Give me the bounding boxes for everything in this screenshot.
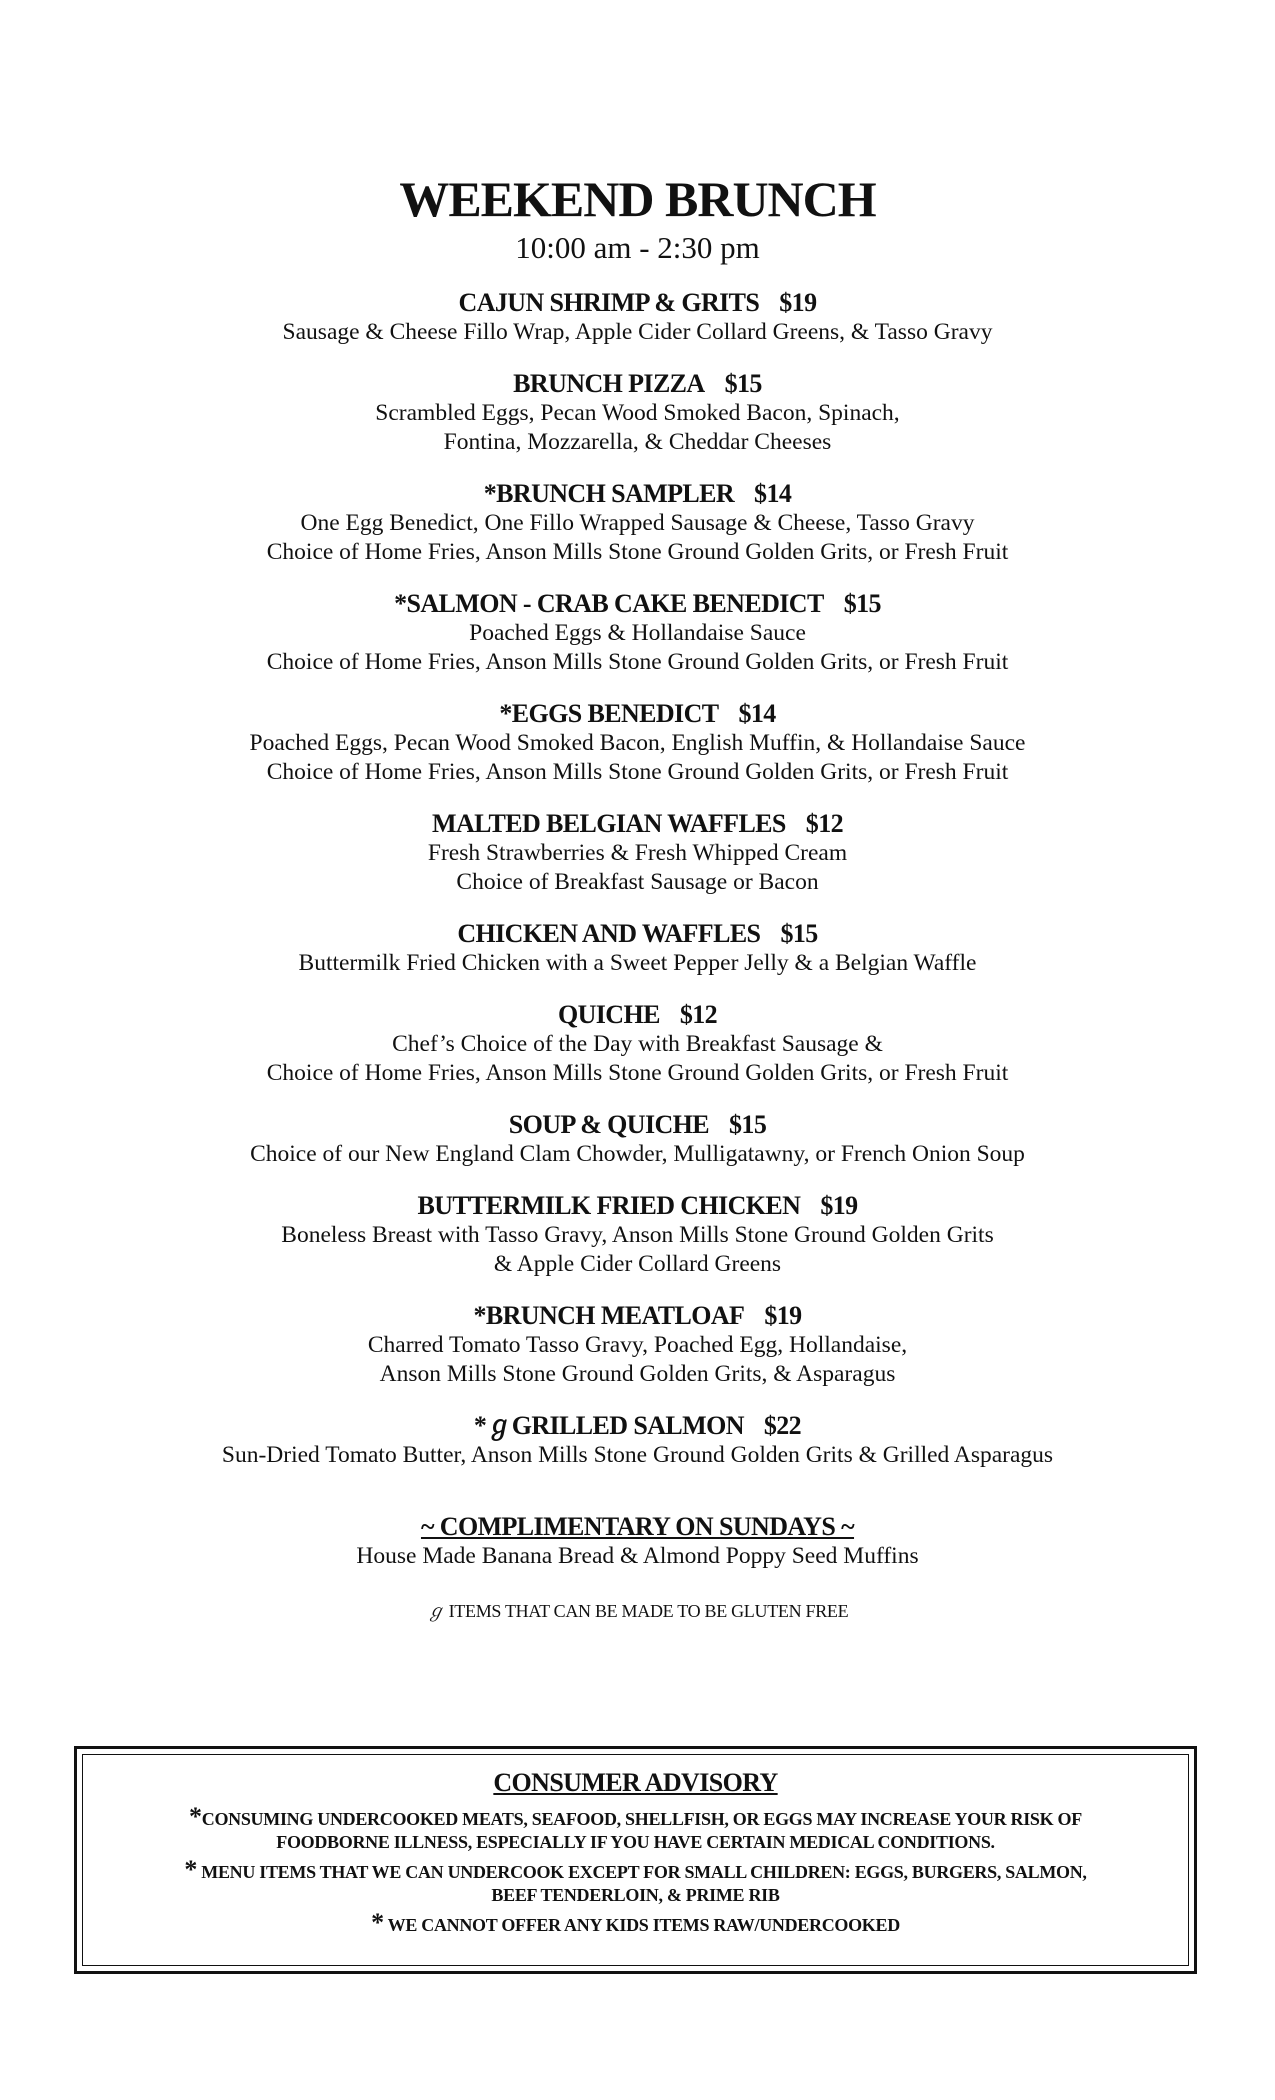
menu-item-heading: [0, 288, 1275, 318]
advisory-line-2: [83, 1855, 1188, 1884]
complimentary-section: [0, 1512, 1275, 1571]
advisory-line-1b: FOODBORNE ILLNESS, ESPECIALLY IF YOU HAVE CERTAIN MEDICAL CONDITIONS.: [276, 1832, 995, 1852]
menu-items: [0, 288, 1275, 1470]
menu-title: WEEKEND BRUNCH: [399, 171, 876, 227]
menu-item: [0, 1110, 1275, 1169]
menu-item: [0, 919, 1275, 978]
menu-item-name: EGGS BENEDICT: [511, 699, 719, 728]
menu-item-name: SOUP & QUICHE: [508, 1110, 710, 1139]
complimentary-text: House Made Banana Bread & Almond Poppy Seed Muffins: [356, 1543, 919, 1569]
menu-item: [0, 288, 1275, 347]
menu-item-price: $19: [764, 1301, 802, 1330]
menu-item-heading: [0, 1191, 1275, 1221]
menu-item-price: $15: [780, 919, 818, 948]
menu-item-description: Charred Tomato Tasso Gravy, Poached Egg, Hollandaise,: [367, 1332, 908, 1358]
menu-item-name: CAJUN SHRIMP & GRITS: [458, 288, 760, 317]
menu-item: [0, 1411, 1275, 1470]
advisory-line-1a: CONSUMING UNDERCOOKED MEATS, SEAFOOD, SHELLFISH, OR EGGS MAY INCREASE YOUR RISK OF: [201, 1809, 1082, 1829]
menu-item-description: Poached Eggs, Pecan Wood Smoked Bacon, English Muffin, & Hollandaise Sauce: [249, 730, 1026, 756]
menu-item-prefix: *: [483, 479, 497, 508]
menu-item-heading: [0, 479, 1275, 509]
menu-item-price: $14: [754, 479, 792, 508]
menu-item: [0, 1301, 1275, 1389]
brunch-menu: [0, 170, 1275, 1623]
menu-item-name: GRILLED SALMON: [511, 1411, 744, 1440]
menu-item-description: Boneless Breast with Tasso Gravy, Anson Mills Stone Ground Golden Grits: [281, 1222, 994, 1248]
asterisk-icon: *: [371, 1908, 384, 1937]
menu-item-heading: [0, 589, 1275, 619]
menu-item: [0, 589, 1275, 677]
menu-item-heading: [0, 1000, 1275, 1030]
menu-item-heading: [0, 1301, 1275, 1331]
menu-item-prefix: *: [394, 589, 407, 618]
advisory-line-3: [83, 1908, 1188, 1937]
menu-item-prefix: *: [473, 1301, 486, 1330]
menu-item-description: Chef’s Choice of the Day with Breakfast Sausage &: [392, 1031, 883, 1057]
menu-item-name: MALTED BELGIAN WAFFLES: [432, 809, 786, 838]
menu-item-prefix: *: [499, 699, 512, 728]
menu-item-price: $12: [679, 1000, 718, 1029]
menu-item-name: CHICKEN AND WAFFLES: [457, 919, 761, 948]
menu-item-price: $15: [729, 1110, 767, 1139]
menu-item-description: One Egg Benedict, One Fillo Wrapped Sausage & Cheese, Tasso Gravy: [300, 510, 975, 536]
menu-item-price: $12: [805, 809, 843, 838]
gluten-free-note-text: ITEMS THAT CAN BE MADE TO BE GLUTEN FREE: [448, 1601, 849, 1621]
gluten-free-note: [0, 1597, 1275, 1623]
menu-item-description: Poached Eggs & Hollandaise Sauce: [469, 620, 806, 646]
menu-item-heading: [0, 1411, 1275, 1441]
menu-item-description: Choice of Home Fries, Anson Mills Stone Ground Golden Grits, or Fresh Fruit: [266, 1060, 1009, 1086]
menu-item-description: Choice of Breakfast Sausage or Bacon: [456, 869, 819, 895]
menu-hours: 10:00 am - 2:30 pm: [515, 230, 760, 265]
menu-item-description: Fresh Strawberries & Fresh Whipped Cream: [427, 840, 848, 866]
asterisk-icon: *: [184, 1855, 198, 1884]
menu-item-name: SALMON - CRAB CAKE BENEDICT: [406, 589, 824, 618]
menu-item-name: BUTTERMILK FRIED CHICKEN: [417, 1191, 801, 1220]
advisory-line-2a: MENU ITEMS THAT WE CAN UNDERCOOK EXCEPT FOR SMALL CHILDREN: EGGS, BURGERS, SALMON,: [201, 1862, 1087, 1882]
menu-item: [0, 699, 1275, 787]
menu-item-heading: [0, 369, 1275, 399]
menu-item-price: $22: [763, 1411, 802, 1440]
menu-item: [0, 369, 1275, 457]
menu-item: [0, 479, 1275, 567]
menu-item-heading: [0, 699, 1275, 729]
menu-item-price: $19: [820, 1191, 858, 1220]
menu-item-price: $14: [738, 699, 776, 728]
menu-item-description: Sun-Dried Tomato Butter, Anson Mills Stone Ground Golden Grits & Grilled Asparagus: [221, 1442, 1054, 1468]
menu-item-description: Buttermilk Fried Chicken with a Sweet Pepper Jelly & a Belgian Waffle: [298, 950, 977, 976]
menu-item-description: & Apple Cider Collard Greens: [493, 1251, 782, 1277]
menu-item-price: $19: [779, 288, 817, 317]
menu-item-description: Anson Mills Stone Ground Golden Grits, & Asparagus: [379, 1361, 896, 1387]
menu-item-description: Choice of our New England Clam Chowder, Mulligatawny, or French Onion Soup: [250, 1141, 1025, 1167]
menu-item: [0, 1191, 1275, 1279]
menu-item: [0, 809, 1275, 897]
gluten-free-icon: ℊ: [426, 1601, 445, 1622]
asterisk-icon: *: [189, 1802, 202, 1831]
advisory-line-1: [83, 1802, 1188, 1831]
consumer-advisory-box: [74, 1746, 1197, 1974]
menu-item-description: Sausage & Cheese Fillo Wrap, Apple Cider Collard Greens, & Tasso Gravy: [282, 319, 993, 345]
menu-item-description: Choice of Home Fries, Anson Mills Stone Ground Golden Grits, or Fresh Fruit: [266, 539, 1009, 565]
menu-item-prefix: *ℊ: [473, 1411, 512, 1440]
menu-item-description: Scrambled Eggs, Pecan Wood Smoked Bacon, Spinach,: [375, 400, 900, 426]
menu-item-name: BRUNCH MEATLOAF: [485, 1301, 745, 1330]
menu-item-price: $15: [724, 369, 762, 398]
menu-item-name: BRUNCH SAMPLER: [496, 479, 735, 508]
menu-item-heading: [0, 1110, 1275, 1140]
menu-item-price: $15: [843, 589, 881, 618]
menu-item-name: BRUNCH PIZZA: [513, 369, 705, 398]
advisory-line-3-text: WE CANNOT OFFER ANY KIDS ITEMS RAW/UNDERCOOKED: [387, 1915, 900, 1935]
advisory-line-2b: BEEF TENDERLOIN, & PRIME RIB: [491, 1885, 780, 1905]
advisory-title: CONSUMER ADVISORY: [493, 1768, 778, 1797]
menu-item-heading: [0, 809, 1275, 839]
menu-item-heading: [0, 919, 1275, 949]
menu-item-name: QUICHE: [557, 1000, 660, 1029]
menu-item: [0, 1000, 1275, 1088]
menu-item-description: Choice of Home Fries, Anson Mills Stone Ground Golden Grits, or Fresh Fruit: [266, 759, 1009, 785]
menu-item-description: Choice of Home Fries, Anson Mills Stone Ground Golden Grits, or Fresh Fruit: [266, 649, 1009, 675]
complimentary-title: ~ COMPLIMENTARY ON SUNDAYS ~: [420, 1512, 855, 1541]
consumer-advisory-inner: [82, 1754, 1189, 1966]
menu-item-description: Fontina, Mozzarella, & Cheddar Cheeses: [443, 429, 832, 455]
